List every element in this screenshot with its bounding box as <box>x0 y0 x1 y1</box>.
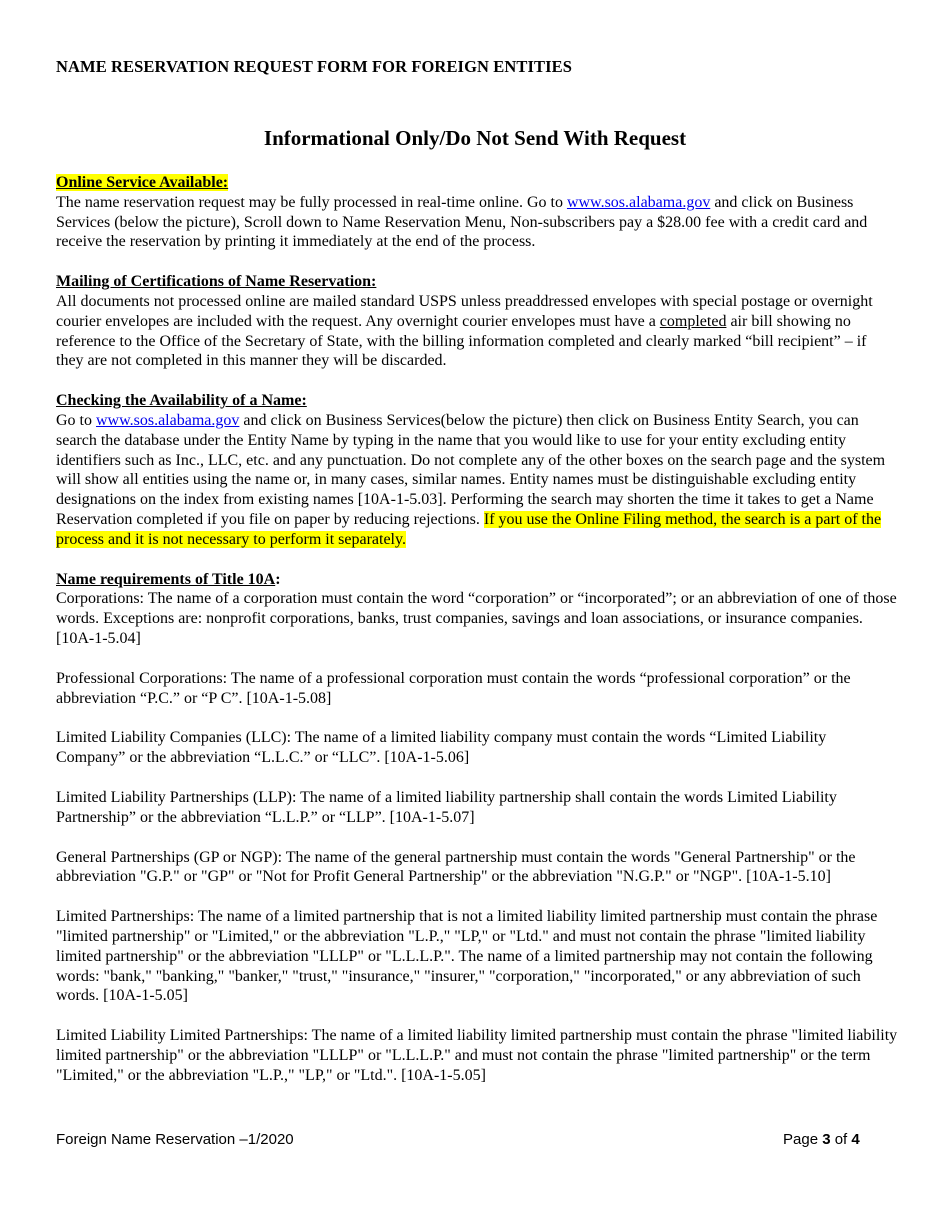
req-llp: Limited Liability Partnerships (LLP): The name of a limited liability partnership shall contain the words Limited Liability Partnership” or the abbreviation “L.L.P.” or “LLP”. [10A-1-5.07] <box>56 788 837 826</box>
mailing-underlined-word: completed <box>659 312 727 330</box>
online-text-1: The name reservation request may be fully processed in real-time online. Go to <box>56 193 567 211</box>
requirements-heading-text: Name requirements of Title 10A <box>56 570 276 588</box>
checking-paragraph <box>56 411 898 550</box>
mailing-paragraph <box>56 292 898 371</box>
sos-website-link-2[interactable]: www.sos.alabama.gov <box>96 411 240 429</box>
mailing-text-1: All documents not processed online are mailed standard USPS unless preaddressed envelopes with special postage or overnight courier envelopes are included with the request. Any overnight courier envelopes must have a <box>56 292 873 330</box>
req-general-partnerships: General Partnerships (GP or NGP): The name of the general partnership must contain the words "General Partnership" or the abbreviation "G.P." or "GP" or "Not for Profit General Partnership" or the abbreviation "N.G.P." or "NGP". [10A-1-5.10] <box>56 848 856 886</box>
mailing-text-2: air bill showing no reference to the Office of the Secretary of State, with the billing information completed and clearly marked “bill recipient” – if they are not completed in this manner they will be discarded. <box>56 312 867 370</box>
mailing-heading: Mailing of Certifications of Name Reservation: <box>56 273 377 291</box>
checking-text-1: Go to <box>56 411 96 429</box>
page-label: Page <box>783 1131 823 1148</box>
requirements-heading-colon: : <box>275 570 281 588</box>
page-current: 3 <box>822 1131 831 1148</box>
document-body <box>56 173 898 1085</box>
req-professional-corporations: Professional Corporations: The name of a professional corporation must contain the words “professional corporation” or the abbreviation “P.C.” or “P C”. [10A-1-5.08] <box>56 669 851 707</box>
online-service-heading-text: Online Service Available: <box>56 174 229 191</box>
online-service-heading <box>56 173 898 193</box>
online-text-2: and click on Business Services (below the picture), Scroll down to Name Reservation Menu, Non-subscribers pay a $28.00 fee with a credit card and receive the reservation by printing it immediately at the end of the process. <box>56 193 868 251</box>
footer-form-version: Foreign Name Reservation –1/2020 <box>56 1131 294 1148</box>
req-limited-partnerships: Limited Partnerships: The name of a limited partnership that is not a limited liability limited partnership must contain the phrase "limited partnership" or "Limited," or the abbreviation "L.P.," "LP," or "Ltd." and must not contain the phrase "limited liability limited partnership" or the abbreviation "LLLP" or "L.L.L.P.". The name of a limited partnership may not contain the following words: "bank," "banking," "banker," "trust," "insurance," "insurer," "corporation," "incorporated," or any abbreviation of such words. [10A-1-5.05] <box>56 908 878 1005</box>
req-llc: Limited Liability Companies (LLC): The name of a limited liability company must contain the words “Limited Liability Company” or the abbreviation “L.L.C.” or “LLC”. [10A-1-5.06] <box>56 729 827 767</box>
page-total: 4 <box>851 1131 860 1148</box>
form-header: NAME RESERVATION REQUEST FORM FOR FOREIGN ENTITIES <box>56 57 573 76</box>
online-service-paragraph <box>56 193 898 252</box>
req-lllp: Limited Liability Limited Partnerships: The name of a limited liability limited partnership must contain the phrase "limited liability limited partnership" or the abbreviation "LLLP" or "L.L.L.P." and must not contain the phrase "limited partnership" or the term "Limited," or the abbreviation "L.P.," "LP," or "Ltd.". [10A-1-5.05] <box>56 1027 898 1084</box>
requirements-heading <box>56 570 898 590</box>
page-of: of <box>830 1131 852 1148</box>
checking-highlight-text: If you use the Online Filing method, the search is a part of the process and it is not necessary to perform it separately. <box>56 510 882 548</box>
checking-heading: Checking the Availability of a Name: <box>56 392 307 410</box>
footer-page-number <box>783 1131 860 1148</box>
req-corporations: Corporations: The name of a corporation must contain the word “corporation” or “incorporated”; or an abbreviation of one of those words. Exceptions are: nonprofit corporations, banks, trust companies, savings and loan associations, or insurance companies. [10A-1-5.04] <box>56 590 897 647</box>
sos-website-link[interactable]: www.sos.alabama.gov <box>566 193 711 211</box>
checking-text-2: and click on Business Services(below the picture) then click on Business Entity Search, you can search the database under the Entity Name by typing in the name that you would like to use for your entity excluding entity identifiers such as Inc., LLC, etc. and any punctuation. Do not complete any of the other boxes on the search page and the system will show all entities using the name or, in many cases, similar names. Entity names must be distinguishable excluding entity designations on the index from existing names [10A-1-5.03]. Performing the search may shorten the time it takes to get a Name Reservation completed if you file on paper by reducing rejections. <box>56 411 886 528</box>
page-title: Informational Only/Do Not Send With Request <box>263 126 687 150</box>
